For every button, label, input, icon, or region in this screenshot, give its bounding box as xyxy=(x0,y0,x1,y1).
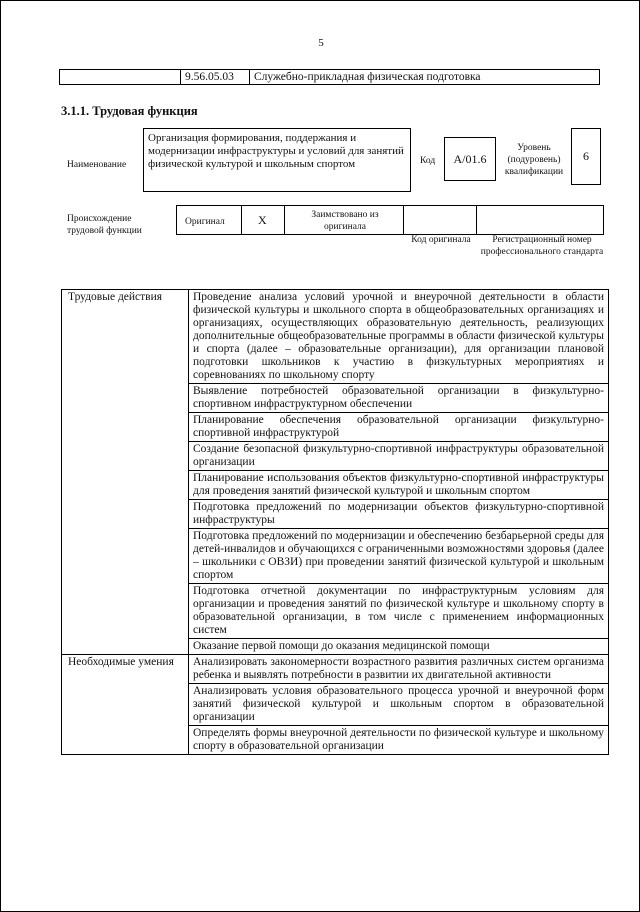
origin-label: Происхождение трудовой функции xyxy=(67,214,142,236)
required-skills-item: Определять формы внеурочной деятельности по физической культуре и школьному спорту в образовательной организации xyxy=(189,726,609,755)
borrowed-label: Заимствовано из оригинала xyxy=(311,210,379,232)
borrowed-cell xyxy=(284,205,404,235)
activity-code-row xyxy=(59,69,600,85)
original-mark: X xyxy=(258,213,267,227)
required-skills-item: Анализировать условия образовательного процесса урочной и внеурочной форм занятий физической культурой и школьным спортом в образовательной организации xyxy=(189,684,609,726)
origin-table xyxy=(176,205,604,235)
function-name: Организация формирования, поддержания и модернизации инфраструктуры и условий для занятий физической культурой и школьным спортом xyxy=(143,128,411,192)
original-code-label: Код оригинала xyxy=(411,235,471,245)
original-cell xyxy=(176,205,242,235)
labor-actions-item: Подготовка отчетной документации по инфраструктурным условиям для организации и проведения занятий по физической культуре и школьному спорту в образовательной организации, в том числе с применением информационных систем xyxy=(189,584,609,639)
table-row xyxy=(62,290,609,384)
labor-actions-item: Планирование обеспечения образовательной организации физкультурно-спортивной инфраструктурой xyxy=(189,413,609,442)
level-label: Уровень (подуровень) квалификации xyxy=(504,143,564,177)
labor-actions-item: Планирование использования объектов физкультурно-спортивной инфраструктуры для проведения занятий физической культурой и школьным спортом xyxy=(189,471,609,500)
original-code-cell xyxy=(403,205,477,235)
labor-actions-item: Проведение анализа условий урочной и внеурочной деятельности в области физической культуры и школьного спорта в общеобразовательных организациях и организациях, осуществляющих образовательную деятельность, реализующих дополнительные общеобразовательные программы в области физической культуры и спорта (далее – образовательные организации), для организации плановой подготовки школьников к участию в физкультурных мероприятиях и соревнованиях по школьному спорту xyxy=(189,290,609,384)
page-number: 5 xyxy=(318,37,324,49)
labor-actions-item: Создание безопасной физкультурно-спортивной инфраструктуры образовательной организации xyxy=(189,442,609,471)
reg-number-cell xyxy=(476,205,604,235)
qualification-level: 6 xyxy=(571,128,601,185)
code-label: Код xyxy=(420,156,436,166)
original-label: Оригинал xyxy=(185,217,225,227)
labor-actions-label: Трудовые действия xyxy=(62,290,189,655)
name-label: Наименование xyxy=(67,160,127,170)
activity-title: Служебно-прикладная физическая подготовка xyxy=(250,70,600,85)
labor-actions-item: Выявление потребностей образовательной организации в физкультурно-спортивном инфраструктурном обеспечении xyxy=(189,384,609,413)
original-mark-cell xyxy=(241,205,285,235)
empty-cell xyxy=(60,70,181,85)
function-table xyxy=(61,289,609,755)
table-row xyxy=(62,655,609,684)
labor-actions-item: Оказание первой помощи до оказания медицинской помощи xyxy=(189,639,609,655)
labor-actions-item: Подготовка предложений по модернизации объектов физкультурно-спортивной инфраструктуры xyxy=(189,500,609,529)
required-skills-label: Необходимые умения xyxy=(62,655,189,755)
function-code: A/01.6 xyxy=(444,137,496,181)
activity-code: 9.56.05.03 xyxy=(181,70,250,85)
reg-number-label: Регистрационный номер профессионального стандарта xyxy=(480,235,604,257)
labor-actions-item: Подготовка предложений по модернизации и обеспечению безбарьерной среды для детей-инвалидов и обучающихся с ограниченными возможностями здоровья (далее – школьники с ОВЗИ) при проведении занятий физической культурой и школьным спортом xyxy=(189,529,609,584)
required-skills-item: Анализировать закономерности возрастного развития различных систем организма ребенка и выявлять потребности в развитии их двигательной активности xyxy=(189,655,609,684)
section-title: 3.1.1. Трудовая функция xyxy=(61,104,198,118)
